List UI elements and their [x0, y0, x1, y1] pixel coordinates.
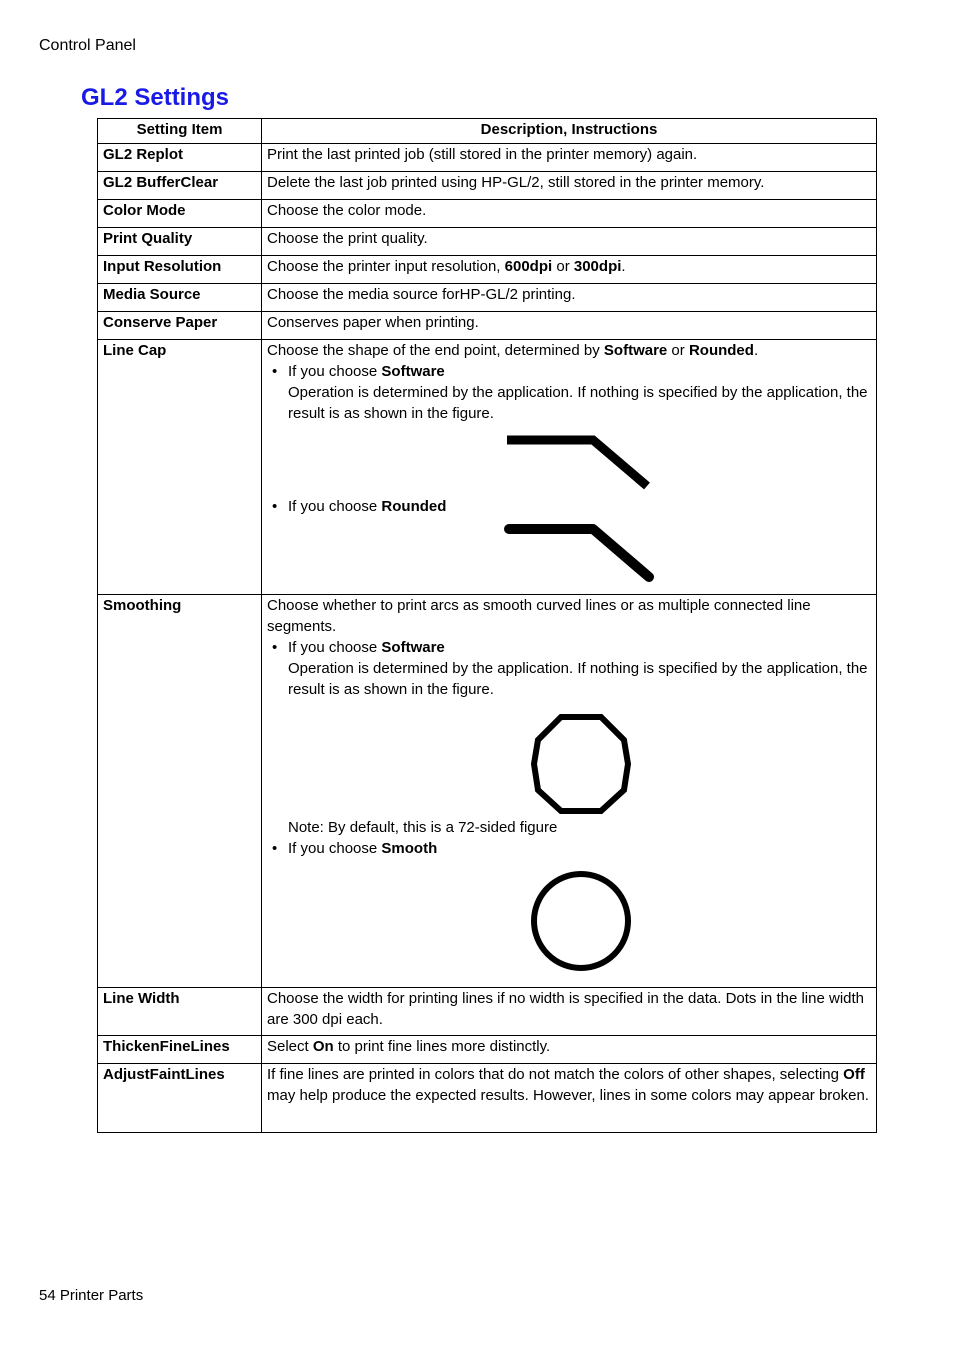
table-row	[98, 595, 877, 988]
description-text: Choose whether to print arcs as smooth curved lines or as multiple connected line segments.	[267, 597, 811, 635]
description-text: may help produce the expected results. However, lines in some colors may appear broken.	[267, 1087, 869, 1104]
table-row	[98, 256, 877, 284]
page-footer: 54 Printer Parts	[39, 1287, 144, 1304]
figure-note: Note: By default, this is a 72-sided figure	[288, 819, 558, 836]
description-text	[267, 340, 871, 361]
table-row	[98, 1064, 877, 1133]
option-rounded: Rounded	[688, 342, 754, 359]
figure-area	[267, 700, 871, 817]
description-text: If fine lines are printed in colors that do not match the colors of other shapes, selecting	[267, 1066, 844, 1083]
circle-figure	[529, 869, 633, 973]
setting-name: Line Cap	[98, 340, 262, 595]
option-software: Software	[381, 363, 445, 380]
option-off: Off	[843, 1066, 865, 1083]
setting-description	[262, 1064, 877, 1133]
setting-name: Line Width	[98, 988, 262, 1036]
figure-area	[267, 517, 871, 593]
table-row	[98, 1036, 877, 1064]
table-row	[98, 312, 877, 340]
bullet-item	[267, 496, 871, 517]
description-text: Choose the printer input resolution,	[267, 258, 505, 275]
setting-description: Delete the last job printed using HP-GL/2, still stored in the printer memory.	[262, 172, 877, 200]
bullet-text: If you choose	[288, 840, 382, 857]
bullet-explanation: Operation is determined by the application. If nothing is specified by the application, the result is as shown in the figure.	[288, 384, 868, 422]
bullet-text: If you choose	[288, 363, 382, 380]
page-title: GL2 Settings	[81, 84, 230, 111]
table-row	[98, 172, 877, 200]
setting-description	[262, 1036, 877, 1064]
setting-name: GL2 Replot	[98, 144, 262, 172]
bullet-item	[267, 637, 871, 658]
setting-description: Choose the print quality.	[262, 228, 877, 256]
option-software: Software	[603, 342, 668, 359]
bullet-item	[267, 361, 871, 382]
butt-cap-figure	[505, 434, 655, 494]
setting-description	[262, 340, 877, 595]
rounded-cap-figure	[501, 521, 661, 585]
description-text: Choose the shape of the end point, determined by	[267, 342, 604, 359]
description-text: or	[552, 258, 574, 275]
setting-name: Smoothing	[98, 595, 262, 988]
table-row	[98, 284, 877, 312]
table-row	[98, 340, 877, 595]
header-description: Description, Instructions	[262, 119, 877, 144]
description-text: or	[667, 342, 689, 359]
description-text: .	[753, 342, 759, 359]
table-row	[98, 228, 877, 256]
setting-name: Color Mode	[98, 200, 262, 228]
figure-area	[267, 424, 871, 496]
bullet-text: If you choose	[288, 639, 382, 656]
table-header-row	[98, 119, 877, 144]
table-row	[98, 200, 877, 228]
description-text: Select	[267, 1038, 313, 1055]
option-600dpi: 600dpi	[504, 258, 553, 275]
setting-description: Choose the width for printing lines if no width is specified in the data. Dots in the line width are 300 dpi each.	[262, 988, 877, 1036]
bullet-item	[267, 838, 871, 859]
setting-description	[262, 595, 877, 988]
settings-table	[97, 118, 877, 1133]
setting-description: Choose the media source forHP-GL/2 printing.	[262, 284, 877, 312]
description-text: .	[621, 258, 626, 275]
setting-name: GL2 BufferClear	[98, 172, 262, 200]
running-head: Control Panel	[39, 37, 136, 54]
table-row	[98, 144, 877, 172]
setting-description: Conserves paper when printing.	[262, 312, 877, 340]
polygon-figure	[529, 712, 633, 816]
figure-area	[267, 859, 871, 987]
option-rounded: Rounded	[381, 498, 447, 515]
header-setting-item: Setting Item	[98, 119, 262, 144]
option-300dpi: 300dpi	[573, 258, 622, 275]
description-text: to print fine lines more distinctly.	[333, 1038, 551, 1055]
setting-name: ThickenFineLines	[98, 1036, 262, 1064]
table-row	[98, 988, 877, 1036]
setting-name: Media Source	[98, 284, 262, 312]
option-software: Software	[381, 639, 445, 656]
setting-description: Choose the color mode.	[262, 200, 877, 228]
option-smooth: Smooth	[381, 840, 438, 857]
setting-name: AdjustFaintLines	[98, 1064, 262, 1133]
setting-name: Conserve Paper	[98, 312, 262, 340]
option-on: On	[312, 1038, 334, 1055]
bullet-text: If you choose	[288, 498, 382, 515]
bullet-explanation: Operation is determined by the application. If nothing is specified by the application, the result is as shown in the figure.	[288, 660, 868, 698]
setting-name: Print Quality	[98, 228, 262, 256]
setting-description	[262, 256, 877, 284]
setting-description: Print the last printed job (still stored in the printer memory) again.	[262, 144, 877, 172]
setting-name: Input Resolution	[98, 256, 262, 284]
